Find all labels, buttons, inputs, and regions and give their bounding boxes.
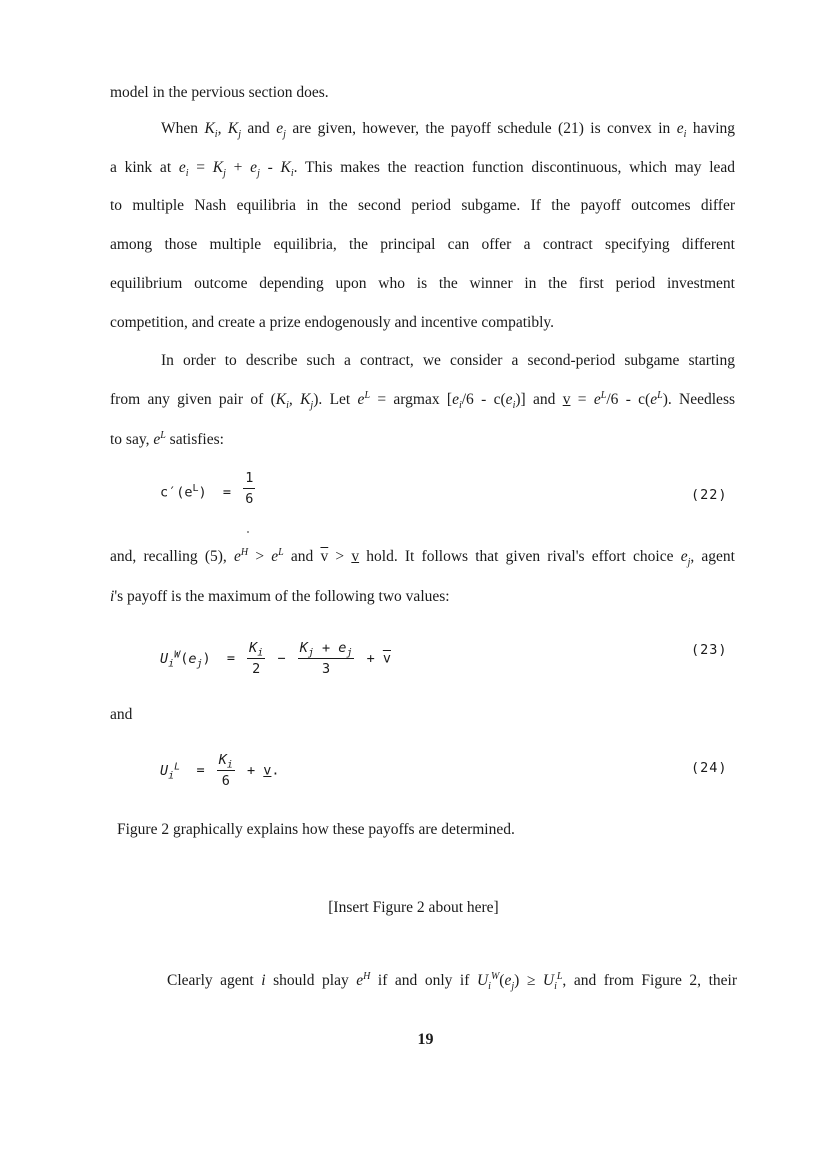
equation-number: (24) (691, 760, 728, 776)
text-line: When $K_i$, $K_j$ and $e_j$ are given, however, the payoff schedule (21) is convex in $e_i$ having (161, 120, 735, 141)
text-line: and (110, 706, 133, 723)
text-line: from any given pair of ($K_i$, $K_j$). Let $e^L = argmax$ $[e_i/6 - c(e_i)]$ and $v = e^L/6 - c(e^L)$. Needless (110, 389, 736, 412)
text-line: i's payoff is the maximum of the following two values: (110, 588, 450, 605)
text-line: to say, $e^L$ satisfies: (110, 429, 224, 448)
text-line: a kink at $e_i = K_j + e_j - K_i$. This makes the reaction function discontinuous, which may lead (110, 159, 736, 180)
page-number: 19 (417, 1031, 434, 1048)
text-line: to multiple Nash equilibria in the second period subgame. If the payoff outcomes differ (110, 197, 735, 214)
text-line: competition, and create a prize endogenously and incentive compatibly. (110, 314, 555, 331)
text-line: among those multiple equilibria, the principal can offer a contract specifying different (110, 236, 735, 253)
speck (247, 531, 249, 533)
text-line: model in the pervious section does. (110, 84, 329, 101)
text-line: Clearly agent i should play $e^H$ if and only if $U_i^W(e_j) \ge U_i^L$, and from Figure 2, their (167, 970, 738, 993)
text-line: Figure 2 graphically explains how these payoffs are determined. (117, 821, 515, 838)
figure-placeholder: [Insert Figure 2 about here] (328, 899, 499, 916)
equation-23: $U_i^W(e_j)$ = $\frac{K_i}{2}$ − $\frac{K_j + e_j}{3}$ + $\overline{v}$ (160, 640, 391, 677)
text-line: equilibrium outcome depending upon who is the winner in the first period investment (110, 275, 735, 292)
text-line: and, recalling (5), $e^H > e^L$ and $\overline{v} > v$ hold. It follows that given rival's effort choice $e_j$, agent (110, 546, 735, 569)
equation-number: (23) (691, 642, 728, 658)
equation-24: $U_i^L$ = $\frac{K_i}{6}$ + v. (160, 752, 280, 789)
equation-number: (22) (691, 487, 728, 503)
text-line: In order to describe such a contract, we consider a second-period subgame starting (161, 352, 735, 369)
equation-22: $c'(e^L)$ = $\frac{1}{6}$ (160, 470, 254, 507)
